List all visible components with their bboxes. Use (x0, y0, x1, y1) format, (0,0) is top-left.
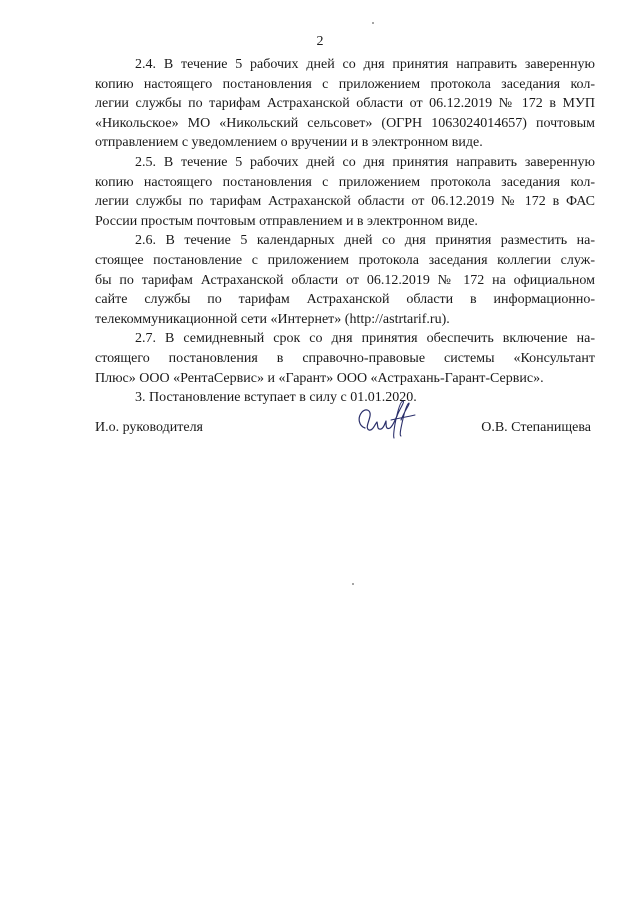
text-line: стоящее постановление с приложением протокола заседания коллегии служ- (95, 252, 595, 268)
paragraph-2-6 (95, 231, 595, 329)
text-line: 2.6. В течение 5 календарных дней со дня принятия разместить на- (135, 233, 595, 249)
paragraph-2-5 (95, 153, 595, 231)
text-line: 2.7. В семидневный срок со дня принятия обеспечить включение на- (135, 331, 595, 347)
text-line: легии службы по тарифам Астраханской области от 06.12.2019 № 172 в ФАС (95, 194, 595, 210)
text-line: 2.5. В течение 5 рабочих дней со дня принятия направить заверенную (135, 154, 595, 170)
document-body (95, 55, 595, 408)
text-line: 3. Постановление вступает в силу с 01.01.2020. (135, 390, 417, 406)
page-number: 2 (316, 34, 324, 49)
text-line: «Никольское» МО «Никольский сельсовет» (ОГРН 1063024014657) почтовым (95, 115, 595, 131)
signature-block (95, 398, 595, 458)
text-line: отправлением с уведомлением о вручении и в электронном виде. (95, 135, 483, 151)
text-line: копию настоящего постановления с приложением протокола заседания кол- (95, 76, 595, 92)
text-line: телекоммуникационной сети «Интернет» (http://astrtarif.ru). (95, 311, 450, 327)
text-line: Плюс» ООО «РентаСервис» и «Гарант» ООО «Астрахань-Гарант-Сервис». (95, 370, 544, 386)
paragraph-2-4 (95, 55, 595, 153)
handwritten-signature-icon (353, 398, 423, 442)
signer-title: И.о. руководителя (95, 420, 204, 435)
text-line: легии службы по тарифам Астраханской области от 06.12.2019 № 172 в МУП (95, 96, 595, 112)
text-line: бы по тарифам Астраханской области от 06.12.2019 № 172 на официальном (95, 272, 595, 288)
signer-name: О.В. Степанищева (481, 420, 591, 435)
scan-speck (352, 583, 354, 585)
text-line: России простым почтовым отправлением и в электронном виде. (95, 213, 478, 229)
text-line: копию настоящего постановления с приложением протокола заседания кол- (95, 174, 595, 190)
text-line: сайте службы по тарифам Астраханской области в информационно- (95, 292, 595, 308)
scan-speck (372, 22, 374, 24)
text-line: стоящего постановления в справочно-правовые системы «Консультант (95, 350, 595, 366)
paragraph-2-7 (95, 329, 595, 388)
text-line: 2.4. В течение 5 рабочих дней со дня принятия направить заверенную (135, 57, 595, 72)
